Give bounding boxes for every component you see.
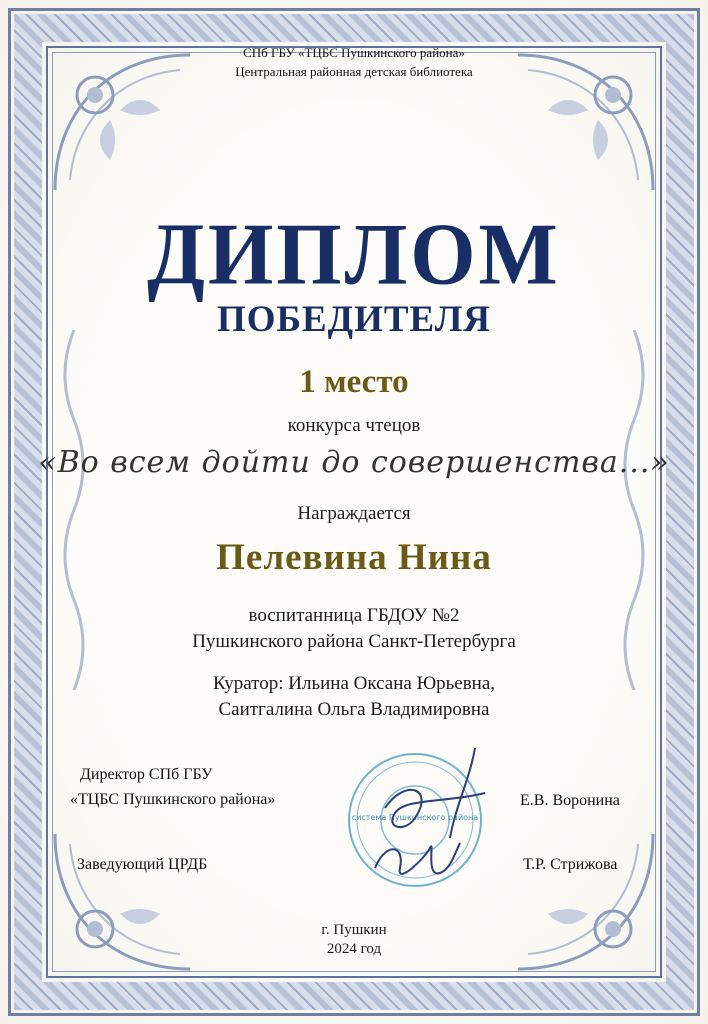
- city: г. Пушкин: [321, 922, 387, 938]
- curator-line-2: Саитгалина Ольга Владимировна: [218, 699, 490, 720]
- diploma-subtitle: ПОБЕДИТЕЛЯ: [216, 299, 492, 340]
- awarded-label: Награждается: [297, 503, 411, 524]
- contest-label: конкурса чтецов: [287, 415, 421, 436]
- head-name: Т.Р. Стрижова: [523, 856, 618, 873]
- director-title-line-1: Директор СПб ГБУ: [80, 766, 213, 783]
- winner-name: Пелевина Нина: [216, 537, 492, 578]
- pupil-line-1: воспитанница ГБДОУ №2: [248, 605, 460, 626]
- year: 2024 год: [326, 941, 382, 957]
- contest-motto: «Во всем дойти до совершенства...»: [38, 445, 670, 480]
- head-title: Заведующий ЦРДБ: [77, 856, 208, 873]
- diploma-title: ДИПЛОМ: [147, 205, 561, 304]
- director-title-line-2: «ТЦБС Пушкинского района»: [70, 791, 276, 808]
- organization-name: СПб ГБУ «ТЦБС Пушкинского района»: [243, 45, 465, 60]
- library-name: Центральная районная детская библиотека: [235, 64, 473, 79]
- pupil-line-2: Пушкинского района Санкт-Петербурга: [192, 631, 516, 652]
- curator-line-1: Куратор: Ильина Оксана Юрьевна,: [212, 673, 496, 694]
- stamp-text: система Пушкинского района: [351, 813, 479, 822]
- director-name: Е.В. Воронина: [520, 792, 620, 809]
- head-signature: [375, 843, 460, 874]
- official-stamp: [345, 748, 505, 908]
- place-label: 1 место: [299, 364, 409, 400]
